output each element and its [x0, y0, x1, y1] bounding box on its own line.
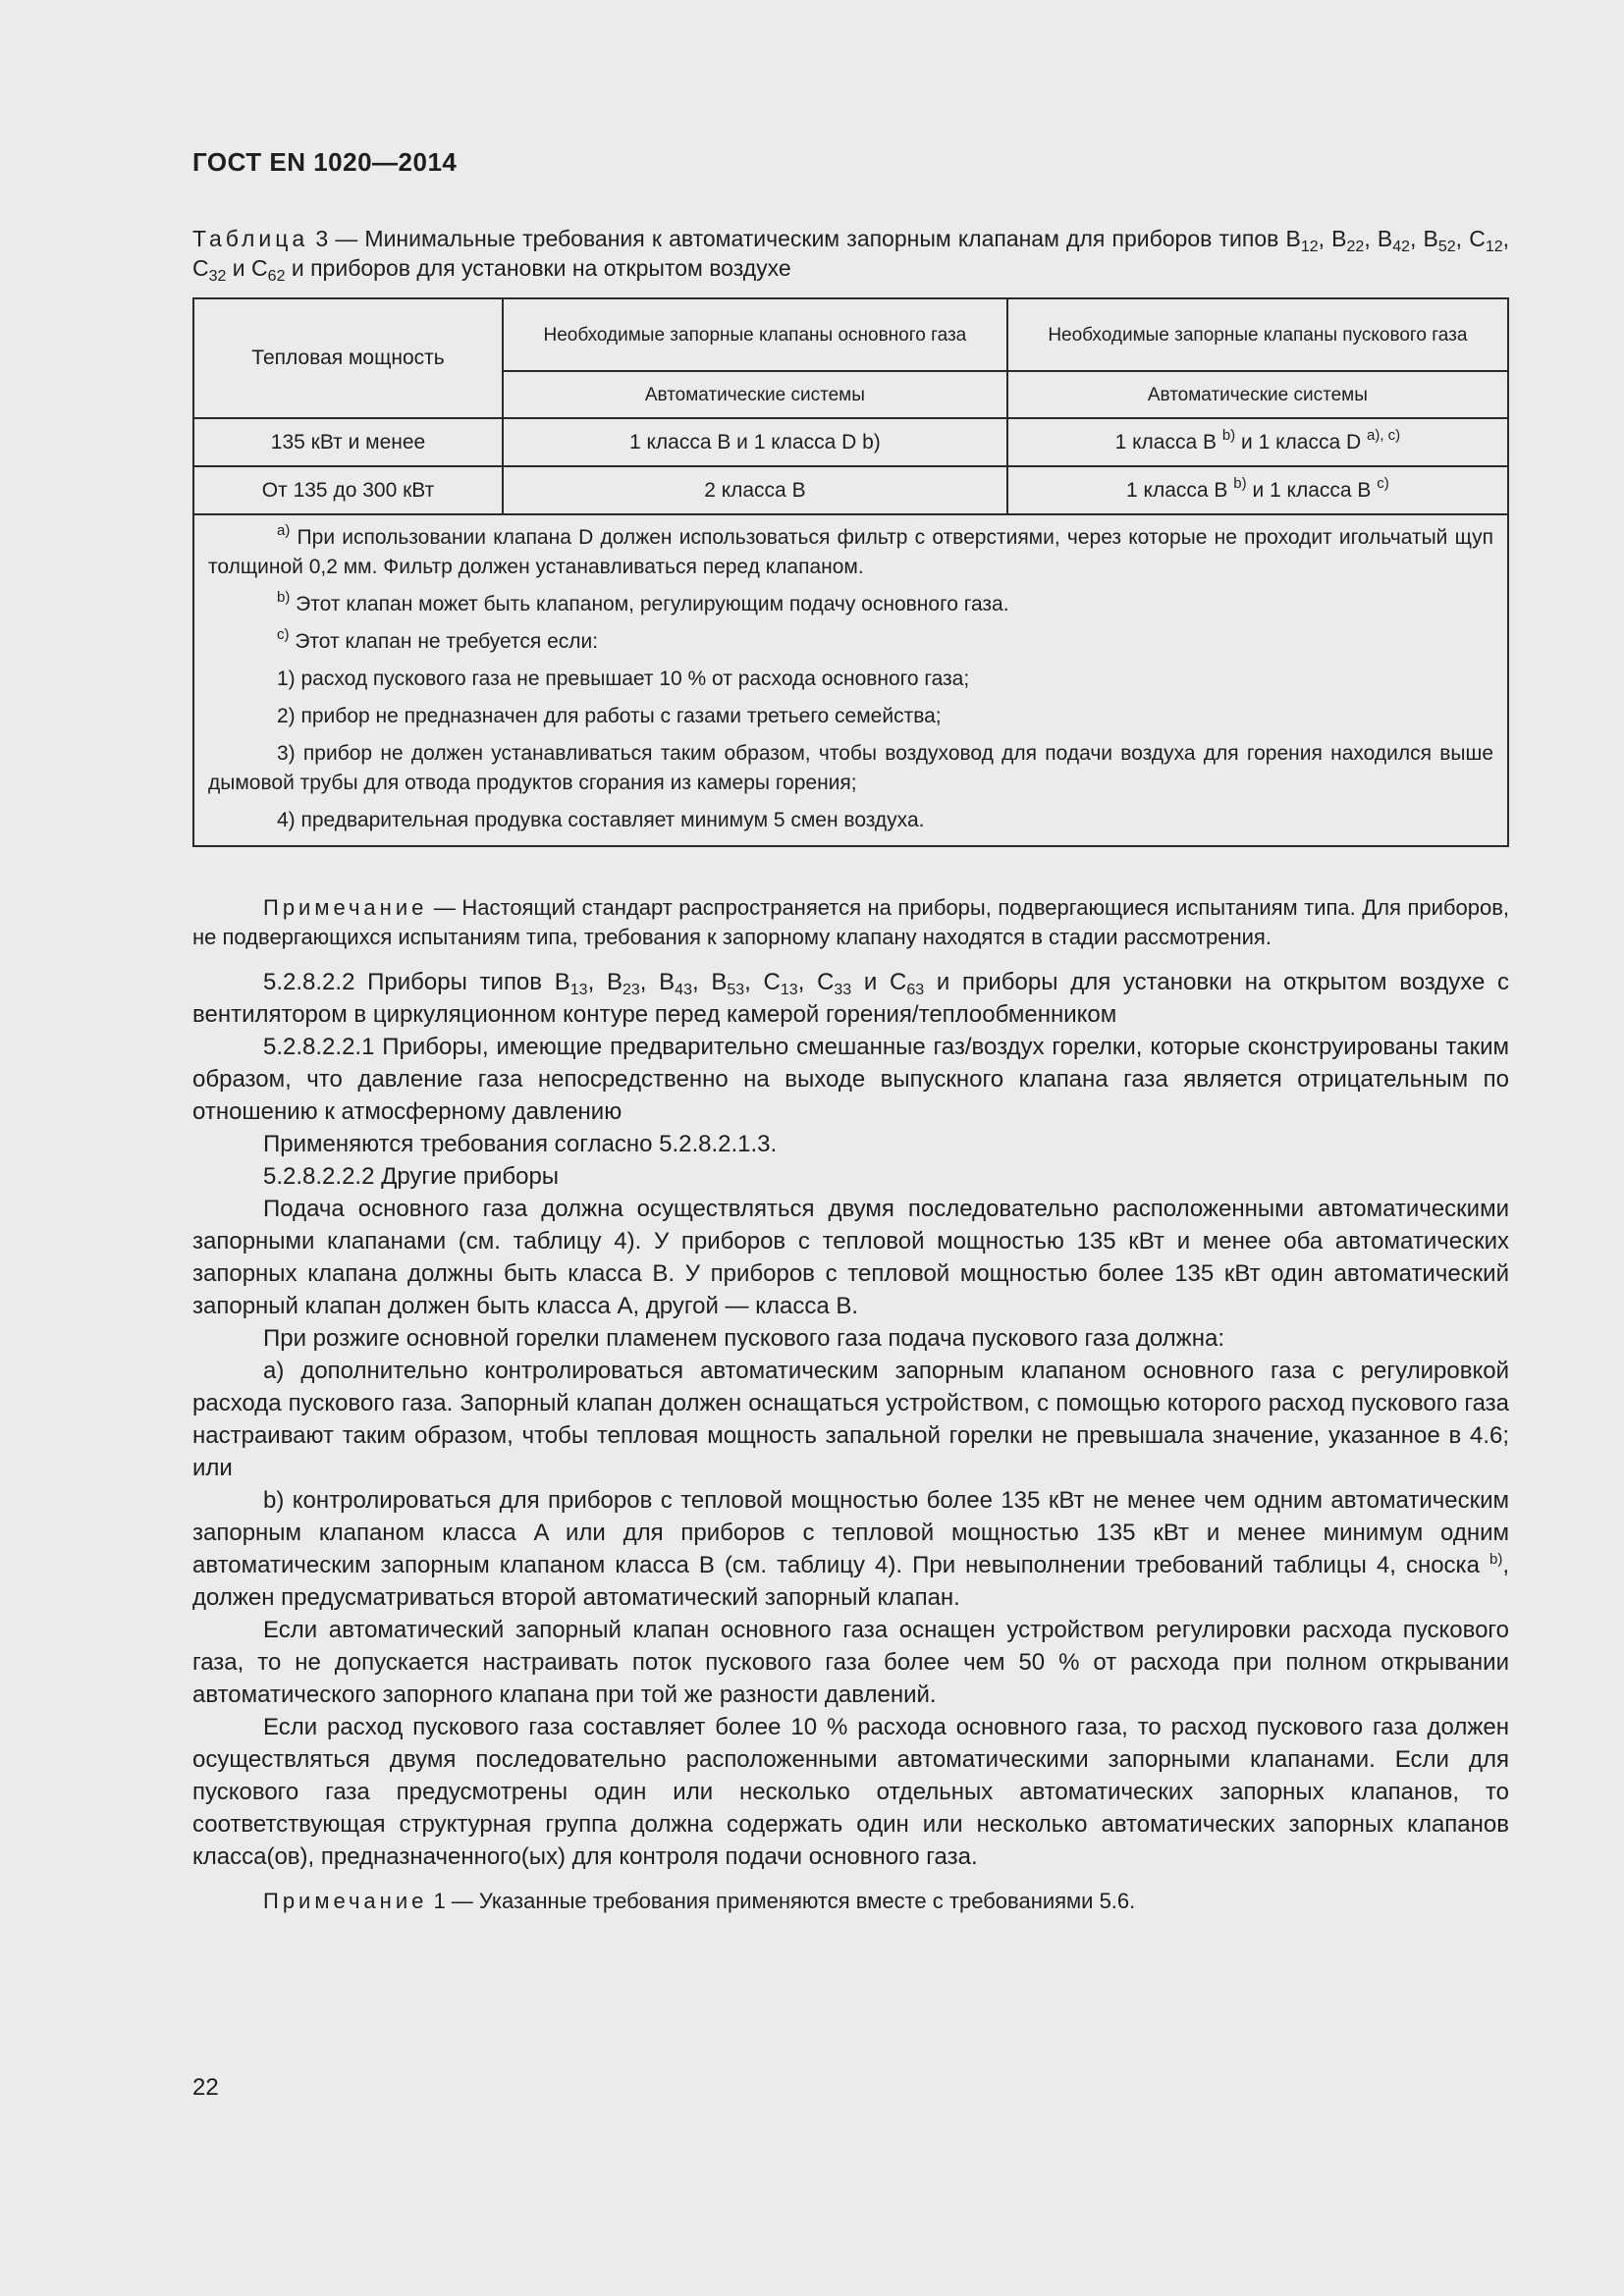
cell-start-text: и 1 класса B [1246, 478, 1378, 502]
table-caption [192, 224, 1509, 283]
document-body [192, 893, 1509, 1930]
footnote-ref: b) [1489, 1551, 1503, 1568]
section-sep: , B [587, 969, 623, 995]
caption-tail: и приборов для установки на открытом воздухе [285, 255, 791, 281]
paragraph: Применяются требования согласно 5.2.8.2.1.3. [263, 1131, 778, 1157]
header-start-gas-valves: Необходимые запорные клапаны пускового газа [1007, 298, 1508, 371]
table-footnotes-row [193, 514, 1508, 846]
section-sub: 63 [906, 982, 925, 998]
caption-sub: 22 [1346, 239, 1365, 255]
paragraph: Если расход пускового газа составляет более 10 % расхода основного газа, то расход пускового газа должен осуществляться двумя последовательно расположенными автоматическими запорными клапанами. Если для пускового газа предусмотрены один или несколько отдельных автоматических запорных клапанов, то соответствующая структурная группа должна содержать один или несколько автоматических запорных клапанов класса(ов), предназначенного(ых) для контроля подачи основного газа. [192, 1714, 1509, 1870]
document-header: ГОСТ EN 1020—2014 [192, 147, 458, 177]
subheader-main-auto: Автоматические системы [503, 371, 1007, 418]
header-main-gas-valves: Необходимые запорные клапаны основного газа [503, 298, 1007, 371]
footnote-text: Этот клапан не требуется если: [289, 630, 599, 653]
cell-start [1007, 466, 1508, 514]
note [192, 893, 1509, 952]
caption-sep: , B [1409, 226, 1438, 251]
cell-start-text: 1 класса B [1126, 478, 1234, 502]
table-footnotes [193, 514, 1508, 846]
subheader-start-auto: Автоматические системы [1007, 371, 1508, 418]
section-heading [192, 966, 1509, 1031]
footnote-item: 1) расход пускового газа не превышает 10 % от расхода основного газа; [277, 667, 970, 690]
note [192, 1887, 1509, 1916]
section-sub: 23 [622, 982, 640, 998]
section-text: и приборы для установки на открытом воздухе с вентилятором в циркуляционном контуре перед камерой горения/теплообменником [192, 969, 1510, 1028]
caption-sub: 12 [1300, 239, 1319, 255]
caption-sep: , B [1318, 226, 1347, 251]
footnote [208, 523, 1493, 582]
cell-power: От 135 до 300 кВт [193, 466, 503, 514]
requirements-table [192, 297, 1509, 847]
paragraph: Если автоматический запорный клапан основного газа оснащен устройством регулировки расхода пускового газа, то не допускается настраивать поток пускового газа более чем 50 % от расхода при полном открывании автоматического запорного клапана при той же разности давлений. [192, 1617, 1509, 1708]
section-sub: 13 [569, 982, 588, 998]
paragraph: 5.2.8.2.2.1 Приборы, имеющие предварительно смешанные газ/воздух горелки, которые сконструированы таким образом, что давление газа непосредственно на выходе выпускного клапана газа является отрицательным по отношению к атмосферному давлению [192, 1034, 1509, 1125]
paragraph-text: , должен предусматриваться второй автоматический запорный клапан. [192, 1552, 1509, 1611]
cell-start-text: 1 класса B [1114, 430, 1222, 454]
paragraph-text: b) контролироваться для приборов с тепловой мощностью более 135 кВт не менее чем одним автоматическим запорным клапаном класса A или для приборов с тепловой мощностью 135 кВт и менее минимум одним автоматическим запорным клапаном класса B (см. таблицу 4). При невыполнении требований таблицы 4, сноска [192, 1487, 1509, 1578]
section-sep: и C [851, 969, 907, 995]
cell-start-text: и 1 класса D [1235, 430, 1367, 454]
footnote-text: При использовании клапана D должен использоваться фильтр с отверстиями, через которые не проходит игольчатый щуп толщиной 0,2 мм. Фильтр должен устанавливаться перед клапаном. [208, 526, 1493, 578]
section-sub: 53 [727, 982, 745, 998]
caption-sub: 12 [1485, 239, 1503, 255]
footnote-ref: b) [1221, 426, 1236, 444]
header-thermal-power: Тепловая мощность [193, 298, 503, 418]
footnote-item: 3) прибор не должен устанавливаться таким образом, чтобы воздуховод для подачи воздуха для горения находился выше дымовой трубы для отвода продуктов сгорания из камеры горения; [208, 742, 1493, 794]
cell-main: 2 класса B [503, 466, 1007, 514]
section-sep: , C [744, 969, 781, 995]
caption-sep: и C [226, 255, 268, 281]
cell-main: 1 класса B и 1 класса D b) [503, 418, 1007, 466]
footnote-ref: a), c) [1366, 426, 1401, 444]
caption-sub: 52 [1437, 239, 1456, 255]
paragraph: При розжиге основной горелки пламенем пускового газа подача пускового газа должна: [263, 1325, 1224, 1352]
section-sep: , B [639, 969, 676, 995]
note-text: — Настоящий стандарт распространяется на приборы, подвергающиеся испытаниям типа. Для приборов, не подвергающихся испытаниям типа, требования к запорному клапану находятся в стадии рассмотрения. [192, 895, 1509, 949]
cell-start [1007, 418, 1508, 466]
caption-sep: , C [192, 226, 1509, 281]
caption-sub: 42 [1392, 239, 1410, 255]
cell-power: 135 кВт и менее [193, 418, 503, 466]
caption-sub: 62 [267, 268, 286, 285]
footnote [208, 627, 1493, 657]
caption-sep: , B [1364, 226, 1393, 251]
footnote-mark: a) [277, 522, 291, 539]
section-sub: 13 [780, 982, 798, 998]
note-label: Примечание [263, 1889, 428, 1913]
section-sub: 33 [834, 982, 852, 998]
paragraph [192, 1484, 1509, 1614]
footnote-item: 2) прибор не предназначен для работы с газами третьего семейства; [277, 705, 942, 727]
table-row [193, 418, 1508, 466]
table-header-row [193, 298, 1508, 371]
note-text: 1 — Указанные требования применяются вместе с требованиями 5.6. [427, 1889, 1136, 1913]
footnote-mark: b) [277, 589, 291, 606]
section-sep: , C [797, 969, 835, 995]
note-label: Примечание [263, 895, 428, 920]
paragraph: a) дополнительно контролироваться автоматическим запорным клапаном основного газа с регулировкой расхода пускового газа. Запорный клапан должен оснащаться устройством, с помощью которого расход пускового газа настраивают таким образом, чтобы тепловая мощность запальной горелки не превышала значение, указанное в 4.6; или [192, 1358, 1509, 1481]
paragraph: Подача основного газа должна осуществляться двумя последовательно расположенными автоматическими запорными клапанами (см. таблицу 4). У приборов с тепловой мощностью 135 кВт и менее оба автоматических запорных клапана должны быть класса B. У приборов с тепловой мощностью более 135 кВт один автоматический запорный клапан должен быть класса A, другой — класса B. [192, 1196, 1509, 1319]
footnote-ref: b) [1233, 474, 1247, 492]
footnote-item: 4) предварительная продувка составляет минимум 5 смен воздуха. [277, 809, 925, 831]
footnote-ref: c) [1377, 474, 1389, 492]
page-number: 22 [192, 2074, 219, 2101]
footnote-text: Этот клапан может быть клапаном, регулирующим подачу основного газа. [290, 593, 1009, 615]
paragraph: 5.2.8.2.2.2 Другие приборы [263, 1163, 560, 1190]
section-sub: 43 [675, 982, 692, 998]
caption-sub: 32 [208, 268, 227, 285]
section-sep: , B [691, 969, 728, 995]
footnote [208, 590, 1493, 619]
footnote-mark: c) [277, 626, 290, 643]
caption-label: Таблица [192, 226, 309, 251]
table-row [193, 466, 1508, 514]
section-text: 5.2.8.2.2 Приборы типов B [263, 969, 570, 995]
caption-title: 3 — Минимальные требования к автоматическим запорным клапанам для приборов типов B [308, 226, 1301, 251]
caption-sep: , C [1455, 226, 1486, 251]
